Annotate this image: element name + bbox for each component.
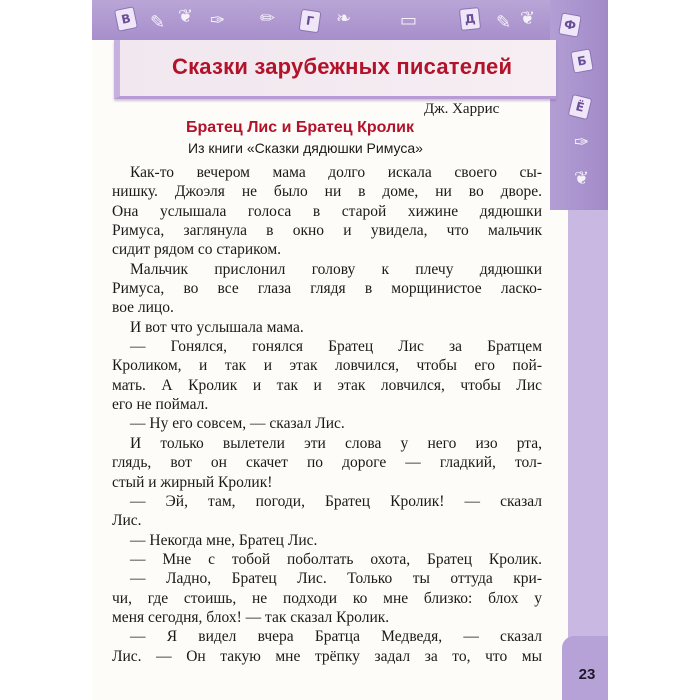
text-line: Римуса, во все глаза глядя в морщинистое ласко- [112,280,542,298]
story-text [112,163,542,666]
text-line: мать. А Кролик и так и этак ловчился, чтобы Лис [112,376,542,394]
text-line: глядь, вот он скачет по дороге — гладкий, тол- [112,454,542,472]
text-line: чи, где стоишь, не подходи ко мне близко: блох у [112,589,542,607]
story-title: Братец Лис и Братец Кролик [186,119,414,136]
text-line: — Некогда мне, Братец Лис. [130,531,318,549]
text-line: Лис. — Он такую мне трёпку задал за то, что мы [112,647,542,665]
text-line: — Эй, там, погоди, Братец Кролик! — сказал [130,492,542,510]
text-line: — Гонялся, гонялся Братец Лис за Братцем [130,338,542,356]
pencil-icon: ✎ [496,12,512,33]
apple-icon: ❦ [574,168,590,189]
text-line: Лис. [112,512,142,530]
text-line: сидит рядом со стариком. [112,241,282,259]
text-line: стый и жирный Кролик! [112,473,273,491]
pencil-icon: ✏ [260,8,276,29]
text-line: Как-то вечером мама долго искала своего сы- [130,164,542,181]
open-book-icon: ▭ [400,10,418,31]
text-line: вое лицо. [112,299,174,317]
ribbon-icon: ❧ [336,8,352,29]
section-title: Сказки зарубежных писателей [172,54,513,79]
letter-tile-icon: Б [570,48,594,73]
letter-tile-icon: Ф [558,12,582,37]
letter-tile-icon: В [114,6,138,32]
feather-icon: ✑ [210,10,226,31]
text-line: И только вылетели эти слова у него изо рта, [130,434,542,452]
story-author: Дж. Харрис [424,101,500,117]
letter-tile-icon: Ё [568,94,593,120]
apple-icon: ❦ [520,8,536,29]
paper-scroll-icon: ✎ [150,12,166,33]
text-line: Мальчик прислонил голову к плечу дядюшки [130,260,542,278]
story-subtitle: Из книги «Сказки дядюшки Римуса» [188,140,423,156]
text-line: — Я видел вчера Братца Медведя, — сказал [130,628,542,646]
text-line: Она услышала голоса в старой хижине дядюшки [112,202,542,220]
apple-icon: ❦ [178,6,194,27]
text-line: его не поймал. [112,396,209,414]
letter-tile-icon: Г [299,9,322,34]
text-line: — Ладно, Братец Лис. Только ты оттуда кри- [130,570,542,588]
text-line: — Мне с тобой поболтать охота, Братец Кролик. [130,550,542,568]
letter-tile-icon: Д [459,7,481,31]
text-line: меня сегодня, блох! — так сказал Кролик. [112,608,390,626]
text-line: И вот что услышала мама. [130,318,304,336]
text-line: нишку. Джоэля не было ни в доме, ни во дворе. [112,183,542,201]
text-line: Римуса, заглянула в окно и увидела, что мальчик [112,222,542,240]
text-line: — Ну его совсем, — сказал Лис. [130,415,345,433]
feather-icon: ✑ [574,132,590,153]
page-number: 23 [578,666,596,683]
right-margin-strip [568,210,608,700]
text-line: Кроликом, и так и этак ловчился, чтобы его пой- [112,357,542,375]
